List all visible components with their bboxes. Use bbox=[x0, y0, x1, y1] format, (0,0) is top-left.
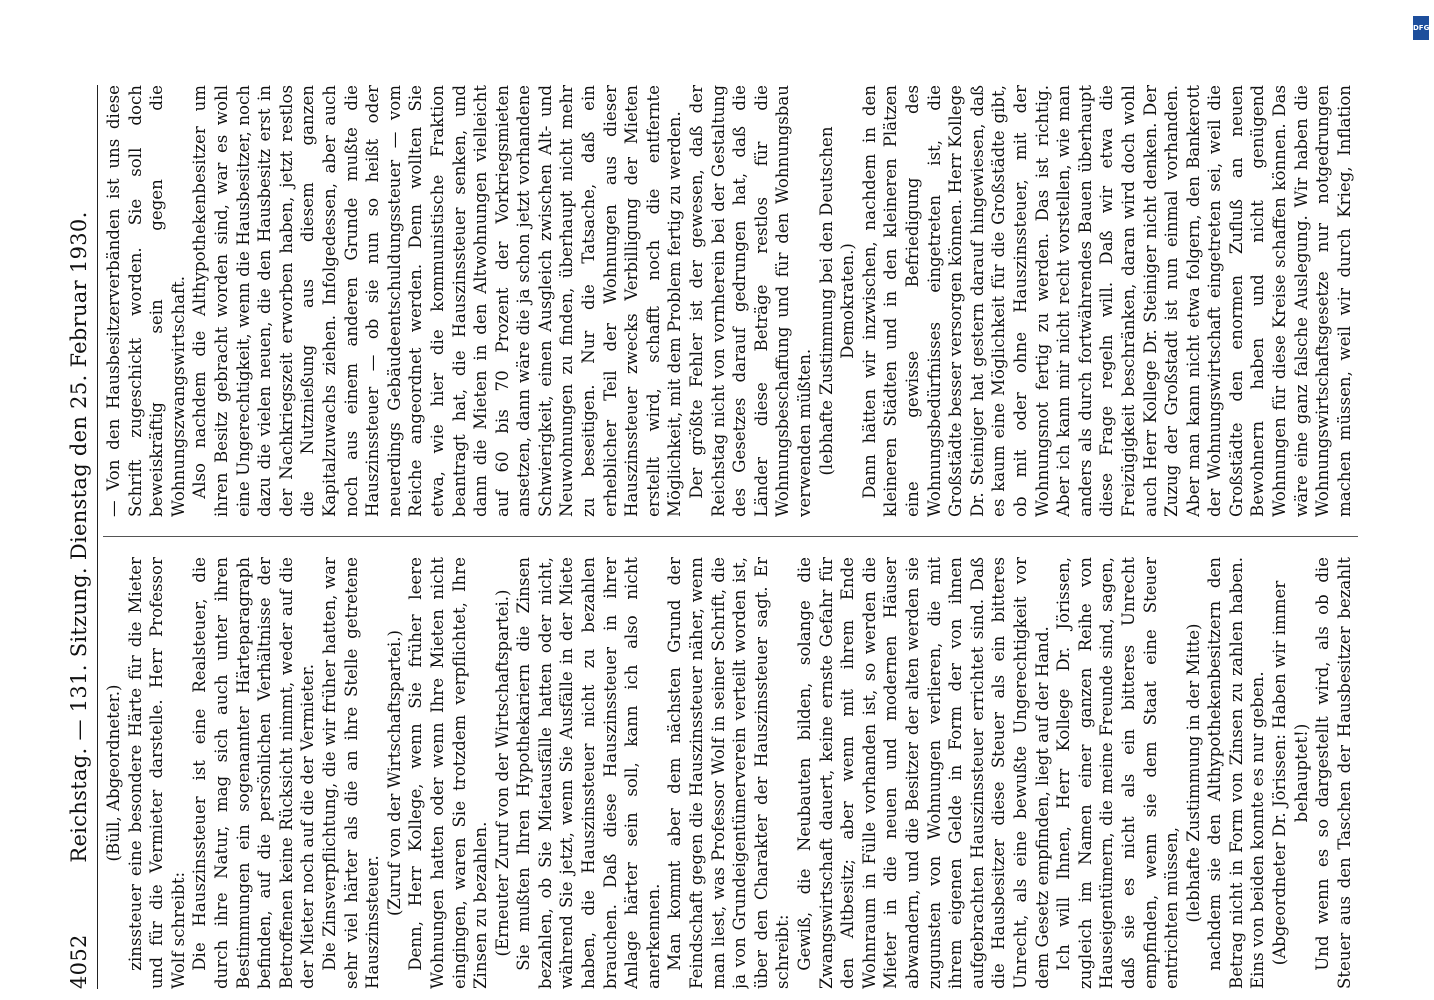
paragraph: Ich will Ihnen, Herr Kollege Dr. Jörissen, zugleich im Namen einer ganzen Reihe von Hauseigentümern, die meine Freunde sind, sagen, daß sie es nicht als ein bitteres Unrecht empfinden, wenn sie dem Staat eine Steuer entrichten müssen, bbox=[1054, 557, 1182, 989]
dfg-logo: DFG bbox=[1413, 16, 1429, 40]
paragraph: Also nachdem die Althypothekenbesitzer um ihren Besitz gebracht worden sind, war es wohl eine Ungerechtigkeit, wenn die Hausbesitzer, noch dazu die vielen neuen, die den Hausbesitz erst in der Nachkriegszeit erworben haben, jetzt restlos die Nutznießung aus diesem ganzen Kapitalzuwachs ziehen. Infolgedessen, aber auch noch aus einem anderen Grunde mußte die Hauszinssteuer — ob sie nun so heißt oder neuerdings Gebäudeentschuldungssteuer — vom Reiche angeordnet werden. Denn wollten Sie etwa, wie hier die kommunistische Fraktion beantragt hat, die Hauszinssteuer senken, und dann die Mieten in den Altwohnungen vielleicht auf 60 bis 70 Prozent der Vorkriegsmieten ansetzen, dann wäre die ja schon jetzt vorhandene Schwierigkeit, einen Ausgleich zwischen Alt- und Neuwohnungen zu finden, überhaupt nicht mehr zu beseitigen. Nur die Tatsache, daß ein erheblicher Teil der Wohnungen aus dieser Hauszinssteuer zwecks Verbilligung der Mieten erstellt wird, schafft noch die entfernte Möglichkeit, mit dem Problem fertig zu werden. bbox=[190, 85, 685, 517]
page-number: 4052 bbox=[67, 934, 91, 989]
paragraph: Die Hauszinssteuer ist eine Realsteuer, die durch ihre Natur, mag sich auch unter ihren Bestimmungen ein sogenannter Härteparagraph befinden, auf die persönlichen Verhältnisse der Betroffenen keine Rücksicht nimmt, weder auf die der Mieter noch auf die der Vermieter. bbox=[190, 557, 318, 989]
digitization-note bbox=[1408, 8, 1434, 993]
paragraph: (lebhafte Zustimmung in der Mitte) bbox=[1183, 623, 1203, 923]
paragraph: nachdem sie den Althypothekenbesitzern den Betrag nicht in Form von Zinsen zu zahlen haben. Eins von beiden konnte es nur geben. bbox=[1205, 557, 1268, 989]
paragraph: (Zuruf von der Wirtschaftspartei.) bbox=[384, 629, 404, 917]
paragraph: Und wenn es so dargestellt wird, als ob die Steuer aus den Taschen der Hausbesitzer bezahlt bbox=[1313, 557, 1354, 989]
paragraph: Die Zinsverpflichtung, die wir früher hatten, war sehr viel härter als die an ihre Stelle getretene Hauszinssteuer. bbox=[319, 557, 383, 989]
right-column bbox=[103, 85, 1358, 517]
paragraph: Denn, Herr Kollege, wenn Sie früher leere Wohnungen hatten oder wenn Ihre Mieten nicht eingingen, waren Sie trotzdem verpflichtet, Ihre Zinsen zu bezahlen. bbox=[406, 557, 491, 989]
paragraph: Man kommt aber dem nächsten Grund der Feindschaft gegen die Hauszinssteuer näher, wenn man liest, was Professor Wolf in seiner Schrift, die ja von Grundeigentümerverein verteilt worden ist, über den Charakter der Hauszinssteuer sagt. Er schreibt: bbox=[665, 557, 793, 989]
paragraph: — Von den Hausbesitzerverbänden ist uns diese Schrift zugeschickt worden. Sie soll doch beweiskräftig sein gegen die Wohnungszwangswirtschaft. bbox=[104, 85, 188, 517]
left-column bbox=[103, 557, 1358, 989]
paragraph: (Erneuter Zuruf von der Wirtschaftspartei.) bbox=[492, 589, 512, 957]
page-sheet bbox=[67, 85, 1364, 989]
page-header bbox=[67, 85, 98, 989]
column-divider bbox=[103, 536, 1358, 537]
paragraph: (Büll, Abgeordneter.) bbox=[104, 684, 123, 862]
paragraph: Gewiß, die Neubauten bilden, solange die Zwangswirtschaft dauert, keine ernste Gefahr für den Altbesitz; aber wenn mit ihrem Ende Wohnraum in Fülle vorhanden ist, so werden die Mieter in die neuen und modernen Häuser abwandern, und die Besitzer der alten werden sie zugunsten von Wohnungen verlieren, die mit ihrem eigenen Gelde in Form der von ihnen aufgebrachten Hauszinssteuer errichtet sind. Daß die Hausbesitzer diese Steuer als ein bitteres Unrecht, als eine bewußte Ungerechtigkeit vor dem Gesetz empfinden, liegt auf der Hand. bbox=[795, 557, 1052, 989]
scanned-page bbox=[67, 85, 1364, 989]
paragraph: (lebhafte Zustimmung bei den Deutschen Demokraten.) bbox=[816, 126, 858, 476]
paragraph: (Abgeordneter Dr. Jörissen: Haben wir immer behauptet!) bbox=[1270, 580, 1311, 966]
paragraph: Dann hätten wir inzwischen, nachdem in den kleineren Städten und in den kleineren Plätzen eine gewisse Befriedigung des Wohnungsbedürfnisses eingetreten ist, die Großstädte besser versorgen können. Herr Kollege Dr. Steiniger hat gestern darauf hingewiesen, daß es kaum eine Möglichkeit für die Großstädte gibt, ob mit oder ohne Hauszinssteuer, mit der Wohnungsnot fertig zu werden. Das ist richtig. Aber ich kann mir nicht recht vorstellen, wie man anders als durch fortwährendes Bauen überhaupt diese Frage regeln will. Daß wir etwa die Freizügigkeit beschränken, daran wird doch wohl auch Herr Kollege Dr. Steiniger nicht denken. Der Zuzug der Großstadt ist nun einmal vorhanden. Aber man kann nicht etwa folgern, den Bankerott der Wohnungswirtschaft eingetreten sei, weil die Großstädte den enormen Zufluß an neuen Bewohnern haben und nicht genügend Wohnungen für diese Kreise schaffen können. Das wäre eine ganz falsche Auslegung. Wir haben die Wohnungswirtschaftsgesetze nur notgedrungen machen müssen, weil wir durch Krieg, Inflation bbox=[859, 85, 1354, 517]
paragraph: zinssteuer eine besondere Härte für die Mieter und für die Vermieter darstelle. Herr Professor Wolf schreibt: bbox=[125, 557, 188, 989]
paragraph: Sie mußten Ihren Hypothekariern die Zinsen bezahlen, ob Sie Mietausfälle hatten oder nicht, während Sie jetzt, wenn Sie Ausfälle in der Miete haben, die Hauszinssteuer nicht zu bezahlen brauchen. Daß diese Hauszinssteuer in ihrer Anlage härter sein soll, kann ich also nicht anerkennen. bbox=[514, 557, 663, 989]
page-title: Reichstag. — 131. Sitzung. Dienstag den 25. Februar 1930. bbox=[67, 211, 91, 863]
paragraph: Der größte Fehler ist der gewesen, daß der Reichstag nicht von vornherein bei der Gestaltung des Gesetzes darauf gedrungen hat, daß die Länder diese Beträge restlos für die Wohnungsbeschaffung und für den Wohnungsbau verwenden müßten. bbox=[687, 85, 814, 517]
